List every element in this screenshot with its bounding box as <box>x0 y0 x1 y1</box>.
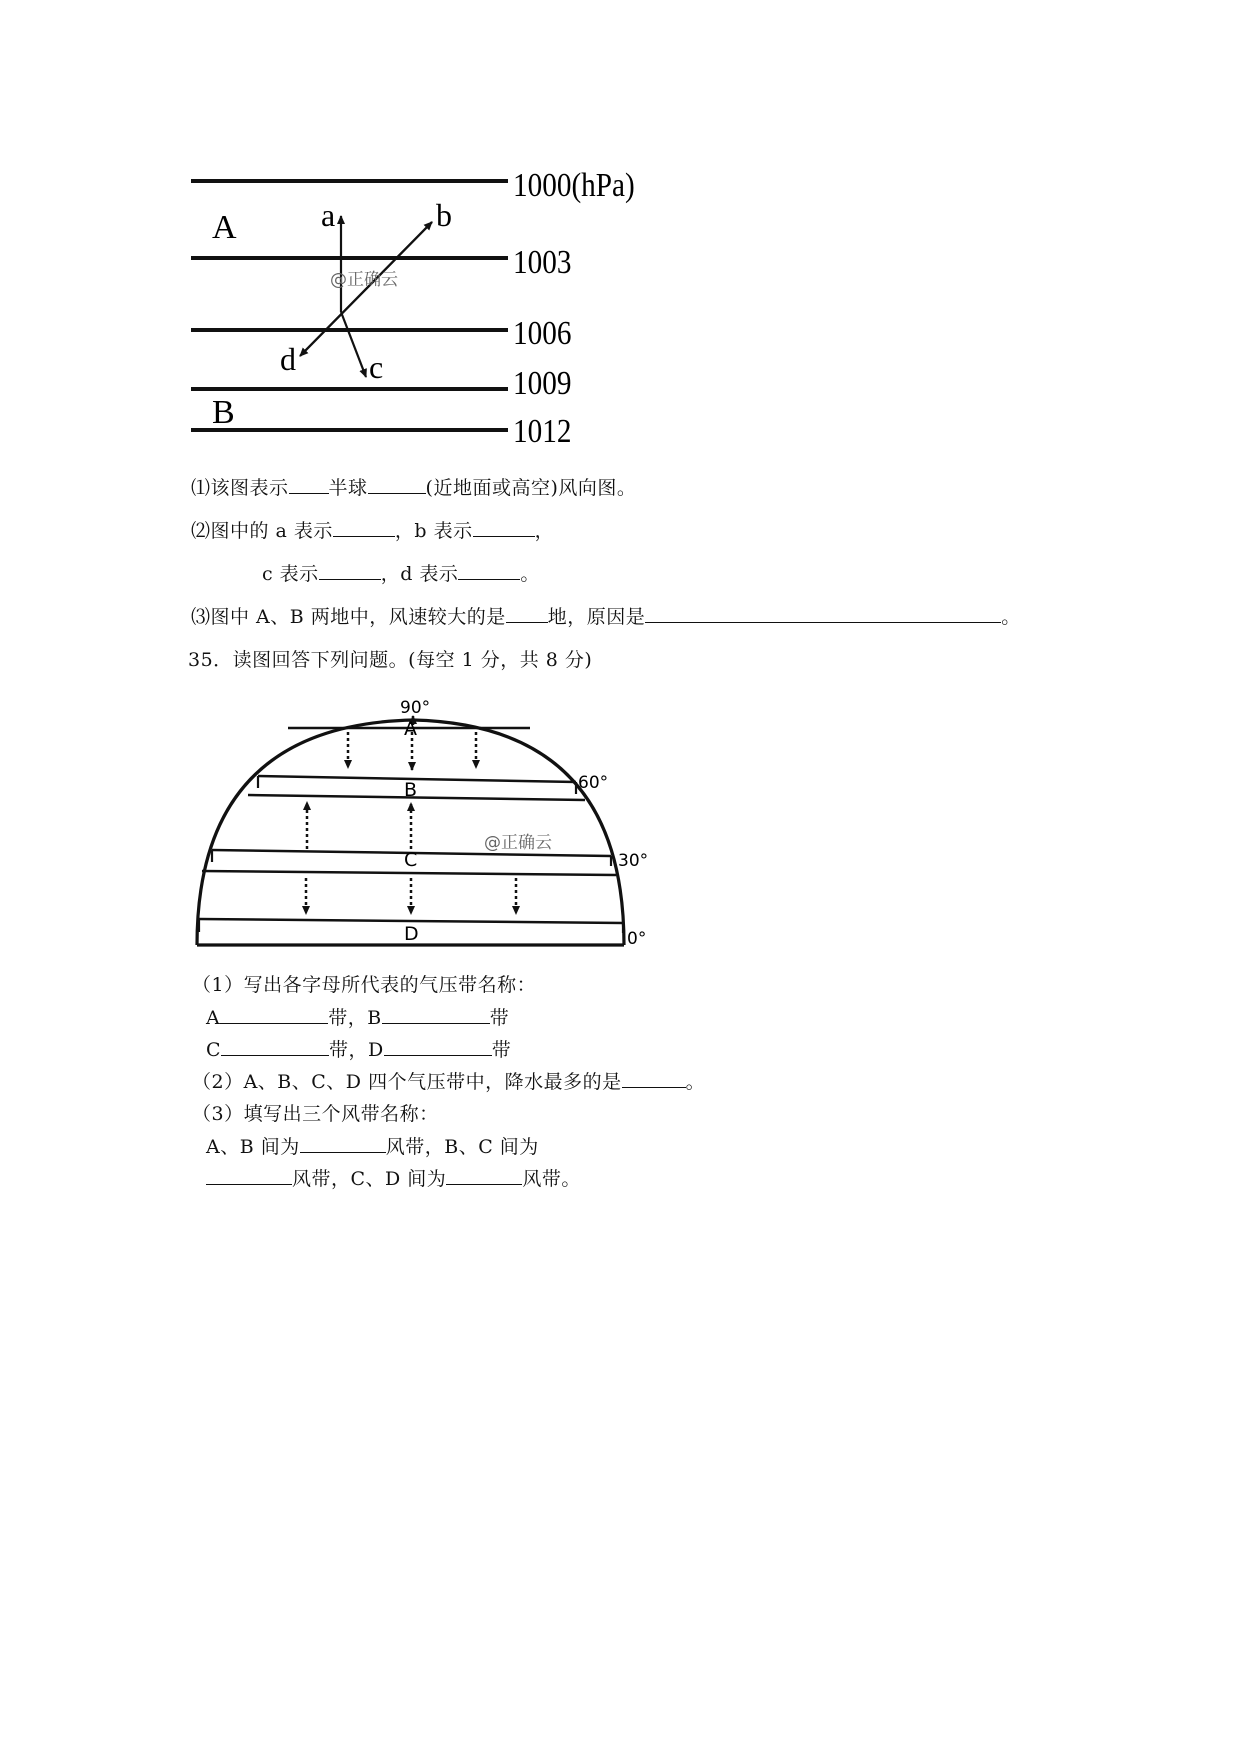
blank[interactable] <box>622 1069 686 1088</box>
blank[interactable] <box>221 1037 329 1056</box>
belt-label-c: C <box>404 849 418 871</box>
blank[interactable] <box>206 1166 292 1185</box>
q34-part3: ⑶图中 A、B 两地中，风速较大的是 地，原因是 。 <box>191 606 1021 628</box>
arrow-label-a: a <box>321 197 336 233</box>
latitude-label-60: 60° <box>578 773 609 793</box>
q35-part3-row2: 风带，C、D 间为 风带。 <box>206 1164 581 1191</box>
q34-part2-line1: ⑵图中的 a 表示 ，b 表示 ， <box>191 520 555 542</box>
blank[interactable] <box>384 1037 492 1056</box>
isobar-label-1012: 1012 <box>512 411 572 450</box>
q35-part1-row1: A 带，B 带 <box>206 1007 510 1029</box>
q35-part3-row1: A、B 间为 风带，B、C 间为 <box>206 1136 539 1158</box>
region-label-b: B <box>212 394 235 431</box>
isobar-label-1006: 1006 <box>512 313 572 352</box>
q34-part2-line2: c 表示 ，d 表示 。 <box>262 563 540 585</box>
isobar-label-1009: 1009 <box>512 363 572 402</box>
blank[interactable] <box>220 1005 328 1024</box>
arrow-label-d: d <box>280 341 296 377</box>
blank[interactable] <box>382 1005 490 1024</box>
q35-title: 35．读图回答下列问题。(每空 1 分，共 8 分) <box>188 649 593 671</box>
q35-part3: （3）填写出三个风带名称： <box>192 1103 439 1125</box>
blank[interactable] <box>300 1134 386 1153</box>
watermark: @正确云 <box>330 270 398 290</box>
belt-label-b: B <box>404 779 418 801</box>
region-label-a: A <box>212 209 237 246</box>
q35-part1-row2: C 带，D 带 <box>206 1039 512 1061</box>
hemisphere-outline <box>197 720 624 945</box>
blank[interactable] <box>446 1166 522 1185</box>
isobar-label-1000: 1000(hPa) <box>512 165 635 204</box>
isobar-label-1003: 1003 <box>512 242 572 281</box>
belt-label-d: D <box>404 923 419 945</box>
latitude-label-0: 0° <box>627 929 647 949</box>
belt-label-a: A <box>404 718 417 740</box>
watermark: @正确云 <box>484 833 552 853</box>
q35-part2: （2）A、B、C、D 四个气压带中，降水最多的是 。 <box>192 1071 706 1093</box>
q35-part1: （1）写出各字母所代表的气压带名称： <box>192 974 537 996</box>
latitude-label-30: 30° <box>618 851 649 871</box>
q34-part1: ⑴该图表示 半球 (近地面或高空)风向图。 <box>191 477 637 499</box>
belt-line <box>202 871 616 875</box>
latitude-label-90: 90° <box>400 698 431 718</box>
arrow-label-b: b <box>436 197 452 233</box>
arrow-label-c: c <box>369 349 384 385</box>
